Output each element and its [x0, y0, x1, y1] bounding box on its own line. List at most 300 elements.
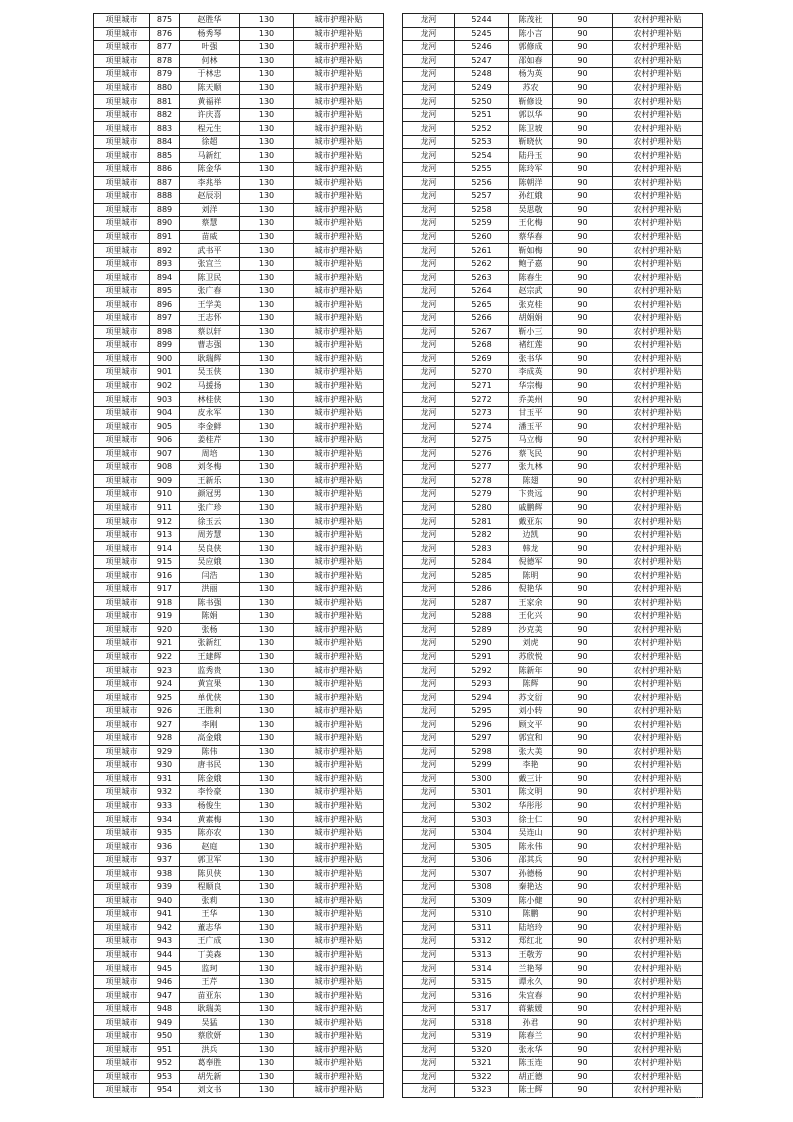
- serial-number-cell: 5309: [455, 894, 509, 908]
- table-row: [94, 853, 384, 867]
- name-cell: 戴三计: [509, 772, 553, 786]
- table-row: [94, 799, 384, 813]
- serial-number-cell: 890: [150, 217, 180, 231]
- name-cell: 唐书民: [180, 759, 240, 773]
- serial-number-cell: 5323: [455, 1084, 509, 1098]
- subsidy-type-cell: 城市护理补贴: [294, 257, 384, 271]
- serial-number-cell: 5289: [455, 623, 509, 637]
- subsidy-type-cell: 城市护理补贴: [294, 772, 384, 786]
- serial-number-cell: 924: [150, 677, 180, 691]
- table-row: [94, 935, 384, 949]
- amount-cell: 90: [553, 948, 613, 962]
- table-row: [403, 217, 703, 231]
- name-cell: 洪兵: [180, 1043, 240, 1057]
- name-cell: 靳小三: [509, 325, 553, 339]
- district-cell: 龙河: [403, 433, 455, 447]
- name-cell: 胡先新: [180, 1070, 240, 1084]
- amount-cell: 130: [240, 54, 294, 68]
- district-cell: 项里城市: [94, 176, 150, 190]
- serial-number-cell: 943: [150, 935, 180, 949]
- table-row: [94, 650, 384, 664]
- district-cell: 项里城市: [94, 826, 150, 840]
- table-row: [94, 474, 384, 488]
- serial-number-cell: 5322: [455, 1070, 509, 1084]
- name-cell: 褚红莲: [509, 339, 553, 353]
- name-cell: 杨秀琴: [180, 27, 240, 41]
- name-cell: 陈小健: [509, 894, 553, 908]
- amount-cell: 130: [240, 190, 294, 204]
- table-row: [94, 596, 384, 610]
- amount-cell: 90: [553, 257, 613, 271]
- subsidy-type-cell: 城市护理补贴: [294, 813, 384, 827]
- amount-cell: 90: [553, 203, 613, 217]
- serial-number-cell: 899: [150, 339, 180, 353]
- serial-number-cell: 5304: [455, 826, 509, 840]
- subsidy-type-cell: 城市护理补贴: [294, 799, 384, 813]
- serial-number-cell: 5303: [455, 813, 509, 827]
- table-row: [403, 163, 703, 177]
- district-cell: 项里城市: [94, 772, 150, 786]
- name-cell: 黄福祥: [180, 95, 240, 109]
- district-cell: 龙河: [403, 542, 455, 556]
- amount-cell: 130: [240, 894, 294, 908]
- name-cell: 刘小转: [509, 704, 553, 718]
- name-cell: 郭以华: [509, 108, 553, 122]
- name-cell: 倪德军: [509, 555, 553, 569]
- subsidy-type-cell: 农村护理补贴: [613, 596, 703, 610]
- district-cell: 龙河: [403, 163, 455, 177]
- subsidy-type-cell: 城市护理补贴: [294, 853, 384, 867]
- name-cell: 刘洋: [180, 203, 240, 217]
- name-cell: 闫浩: [180, 569, 240, 583]
- amount-cell: 90: [553, 894, 613, 908]
- subsidy-type-cell: 农村护理补贴: [613, 623, 703, 637]
- name-cell: 王华: [180, 908, 240, 922]
- name-cell: 张广春: [180, 284, 240, 298]
- amount-cell: 130: [240, 921, 294, 935]
- subsidy-type-cell: 农村护理补贴: [613, 461, 703, 475]
- serial-number-cell: 934: [150, 813, 180, 827]
- subsidy-type-cell: 农村护理补贴: [613, 406, 703, 420]
- district-cell: 龙河: [403, 582, 455, 596]
- district-cell: 项里城市: [94, 637, 150, 651]
- district-cell: 项里城市: [94, 528, 150, 542]
- serial-number-cell: 930: [150, 759, 180, 773]
- subsidy-type-cell: 农村护理补贴: [613, 718, 703, 732]
- district-cell: 龙河: [403, 14, 455, 28]
- amount-cell: 90: [553, 108, 613, 122]
- amount-cell: 90: [553, 677, 613, 691]
- district-cell: 项里城市: [94, 54, 150, 68]
- amount-cell: 90: [553, 555, 613, 569]
- district-cell: 龙河: [403, 420, 455, 434]
- subsidy-type-cell: 农村护理补贴: [613, 501, 703, 515]
- subsidy-type-cell: 农村护理补贴: [613, 284, 703, 298]
- subsidy-type-cell: 城市护理补贴: [294, 786, 384, 800]
- subsidy-type-cell: 城市护理补贴: [294, 962, 384, 976]
- serial-number-cell: 894: [150, 271, 180, 285]
- district-cell: 项里城市: [94, 325, 150, 339]
- subsidy-type-cell: 农村护理补贴: [613, 867, 703, 881]
- amount-cell: 130: [240, 14, 294, 28]
- amount-cell: 130: [240, 447, 294, 461]
- table-row: [403, 664, 703, 678]
- table-row: [94, 68, 384, 82]
- district-cell: 项里城市: [94, 284, 150, 298]
- serial-number-cell: 5310: [455, 908, 509, 922]
- subsidy-type-cell: 城市护理补贴: [294, 826, 384, 840]
- district-cell: 项里城市: [94, 135, 150, 149]
- amount-cell: 130: [240, 366, 294, 380]
- amount-cell: 90: [553, 135, 613, 149]
- subsidy-type-cell: 城市护理补贴: [294, 203, 384, 217]
- amount-cell: 90: [553, 176, 613, 190]
- district-cell: 龙河: [403, 623, 455, 637]
- amount-cell: 90: [553, 582, 613, 596]
- district-cell: 项里城市: [94, 122, 150, 136]
- district-cell: 龙河: [403, 474, 455, 488]
- subsidy-type-cell: 城市护理补贴: [294, 677, 384, 691]
- amount-cell: 130: [240, 461, 294, 475]
- name-cell: 陈贝侠: [180, 867, 240, 881]
- serial-number-cell: 886: [150, 163, 180, 177]
- serial-number-cell: 5252: [455, 122, 509, 136]
- subsidy-type-cell: 城市护理补贴: [294, 325, 384, 339]
- name-cell: 王敬芳: [509, 948, 553, 962]
- amount-cell: 130: [240, 420, 294, 434]
- amount-cell: 130: [240, 637, 294, 651]
- amount-cell: 90: [553, 623, 613, 637]
- name-cell: 陈卫民: [180, 271, 240, 285]
- district-cell: 项里城市: [94, 677, 150, 691]
- subsidy-type-cell: 农村护理补贴: [613, 745, 703, 759]
- table-row: [403, 420, 703, 434]
- district-cell: 龙河: [403, 108, 455, 122]
- name-cell: 监珂: [180, 962, 240, 976]
- table-row: [403, 95, 703, 109]
- subsidy-type-cell: 农村护理补贴: [613, 298, 703, 312]
- amount-cell: 90: [553, 989, 613, 1003]
- district-cell: 项里城市: [94, 935, 150, 949]
- serial-number-cell: 908: [150, 461, 180, 475]
- district-cell: 龙河: [403, 677, 455, 691]
- serial-number-cell: 5256: [455, 176, 509, 190]
- subsidy-type-cell: 城市护理补贴: [294, 352, 384, 366]
- serial-number-cell: 946: [150, 975, 180, 989]
- serial-number-cell: 5295: [455, 704, 509, 718]
- subsidy-type-cell: 城市护理补贴: [294, 447, 384, 461]
- serial-number-cell: 5297: [455, 731, 509, 745]
- district-cell: 龙河: [403, 772, 455, 786]
- amount-cell: 90: [553, 528, 613, 542]
- district-cell: 龙河: [403, 447, 455, 461]
- name-cell: 张莉: [180, 894, 240, 908]
- amount-cell: 130: [240, 1057, 294, 1071]
- amount-cell: 130: [240, 488, 294, 502]
- name-cell: 蒋紫媛: [509, 1002, 553, 1016]
- name-cell: 吴连山: [509, 826, 553, 840]
- table-row: [94, 217, 384, 231]
- amount-cell: 90: [553, 718, 613, 732]
- amount-cell: 90: [553, 230, 613, 244]
- subsidy-type-cell: 农村护理补贴: [613, 582, 703, 596]
- subsidy-type-cell: 农村护理补贴: [613, 366, 703, 380]
- subsidy-type-cell: 农村护理补贴: [613, 650, 703, 664]
- district-cell: 龙河: [403, 41, 455, 55]
- table-row: [403, 379, 703, 393]
- district-cell: 项里城市: [94, 352, 150, 366]
- name-cell: 周培: [180, 447, 240, 461]
- district-cell: 项里城市: [94, 461, 150, 475]
- table-row: [94, 284, 384, 298]
- district-cell: 龙河: [403, 664, 455, 678]
- table-row: [94, 813, 384, 827]
- serial-number-cell: 903: [150, 393, 180, 407]
- table-row: [403, 54, 703, 68]
- table-row: [94, 881, 384, 895]
- subsidy-type-cell: 城市护理补贴: [294, 339, 384, 353]
- serial-number-cell: 910: [150, 488, 180, 502]
- serial-number-cell: 928: [150, 731, 180, 745]
- serial-number-cell: 947: [150, 989, 180, 1003]
- name-cell: 陈春生: [509, 271, 553, 285]
- amount-cell: 130: [240, 677, 294, 691]
- table-row: [94, 718, 384, 732]
- name-cell: 周芳慧: [180, 528, 240, 542]
- amount-cell: 90: [553, 664, 613, 678]
- amount-cell: 130: [240, 230, 294, 244]
- table-row: [94, 244, 384, 258]
- district-cell: 龙河: [403, 230, 455, 244]
- amount-cell: 130: [240, 1030, 294, 1044]
- amount-cell: 130: [240, 379, 294, 393]
- district-cell: 项里城市: [94, 1030, 150, 1044]
- subsidy-type-cell: 农村护理补贴: [613, 95, 703, 109]
- amount-cell: 90: [553, 81, 613, 95]
- serial-number-cell: 919: [150, 610, 180, 624]
- name-cell: 李金鲜: [180, 420, 240, 434]
- name-cell: 赵宗武: [509, 284, 553, 298]
- name-cell: 赵庭: [180, 840, 240, 854]
- name-cell: 陈明: [509, 569, 553, 583]
- district-cell: 项里城市: [94, 799, 150, 813]
- amount-cell: 130: [240, 163, 294, 177]
- subsidy-type-cell: 农村护理补贴: [613, 352, 703, 366]
- subsidy-type-cell: 农村护理补贴: [613, 81, 703, 95]
- district-cell: 项里城市: [94, 406, 150, 420]
- table-row: [403, 149, 703, 163]
- subsidy-type-cell: 农村护理补贴: [613, 1070, 703, 1084]
- table-row: [94, 1002, 384, 1016]
- subsidy-type-cell: 农村护理补贴: [613, 163, 703, 177]
- table-row: [403, 596, 703, 610]
- serial-number-cell: 5249: [455, 81, 509, 95]
- serial-number-cell: 936: [150, 840, 180, 854]
- corner-watermark: …: [695, 1092, 702, 1100]
- amount-cell: 90: [553, 339, 613, 353]
- name-cell: 华彤彤: [509, 799, 553, 813]
- subsidy-type-cell: 农村护理补贴: [613, 962, 703, 976]
- amount-cell: 90: [553, 298, 613, 312]
- subsidy-type-cell: 城市护理补贴: [294, 163, 384, 177]
- serial-number-cell: 945: [150, 962, 180, 976]
- amount-cell: 90: [553, 379, 613, 393]
- table-row: [403, 433, 703, 447]
- name-cell: 陈辉: [509, 677, 553, 691]
- table-row: [94, 14, 384, 28]
- subsidy-type-cell: 城市护理补贴: [294, 691, 384, 705]
- subsidy-type-cell: 农村护理补贴: [613, 989, 703, 1003]
- serial-number-cell: 5271: [455, 379, 509, 393]
- district-cell: 项里城市: [94, 339, 150, 353]
- amount-cell: 130: [240, 325, 294, 339]
- table-row: [403, 271, 703, 285]
- name-cell: 乔美州: [509, 393, 553, 407]
- serial-number-cell: 5306: [455, 853, 509, 867]
- table-row: [94, 759, 384, 773]
- subsidy-type-cell: 城市护理补贴: [294, 528, 384, 542]
- district-cell: 龙河: [403, 853, 455, 867]
- table-row: [94, 27, 384, 41]
- amount-cell: 90: [553, 352, 613, 366]
- serial-number-cell: 889: [150, 203, 180, 217]
- table-row: [94, 528, 384, 542]
- amount-cell: 130: [240, 176, 294, 190]
- subsidy-type-cell: 农村护理补贴: [613, 759, 703, 773]
- name-cell: 郭修成: [509, 41, 553, 55]
- name-cell: 陈茂社: [509, 14, 553, 28]
- district-cell: 龙河: [403, 257, 455, 271]
- subsidy-type-cell: 农村护理补贴: [613, 908, 703, 922]
- subsidy-type-cell: 城市护理补贴: [294, 948, 384, 962]
- subsidy-type-cell: 城市护理补贴: [294, 881, 384, 895]
- serial-number-cell: 5318: [455, 1016, 509, 1030]
- serial-number-cell: 5311: [455, 921, 509, 935]
- district-cell: 龙河: [403, 1057, 455, 1071]
- name-cell: 张宜兰: [180, 257, 240, 271]
- district-cell: 项里城市: [94, 1043, 150, 1057]
- amount-cell: 130: [240, 474, 294, 488]
- district-cell: 项里城市: [94, 704, 150, 718]
- name-cell: 陈翅: [509, 474, 553, 488]
- amount-cell: 90: [553, 853, 613, 867]
- district-cell: 龙河: [403, 379, 455, 393]
- right-subsidy-table: [402, 13, 703, 1098]
- serial-number-cell: 5317: [455, 1002, 509, 1016]
- amount-cell: 90: [553, 68, 613, 82]
- serial-number-cell: 5274: [455, 420, 509, 434]
- subsidy-type-cell: 城市护理补贴: [294, 704, 384, 718]
- district-cell: 项里城市: [94, 163, 150, 177]
- district-cell: 项里城市: [94, 989, 150, 1003]
- district-cell: 项里城市: [94, 1057, 150, 1071]
- district-cell: 项里城市: [94, 759, 150, 773]
- serial-number-cell: 881: [150, 95, 180, 109]
- subsidy-type-cell: 城市护理补贴: [294, 718, 384, 732]
- serial-number-cell: 906: [150, 433, 180, 447]
- name-cell: 胡正德: [509, 1070, 553, 1084]
- name-cell: 林桂侠: [180, 393, 240, 407]
- subsidy-type-cell: 城市护理补贴: [294, 81, 384, 95]
- serial-number-cell: 875: [150, 14, 180, 28]
- name-cell: 孙红娥: [509, 190, 553, 204]
- name-cell: 张新红: [180, 637, 240, 651]
- amount-cell: 130: [240, 81, 294, 95]
- name-cell: 吴思敬: [509, 203, 553, 217]
- amount-cell: 90: [553, 284, 613, 298]
- name-cell: 陈士辉: [509, 1084, 553, 1098]
- serial-number-cell: 914: [150, 542, 180, 556]
- table-row: [94, 1016, 384, 1030]
- name-cell: 郭卫军: [180, 853, 240, 867]
- district-cell: 项里城市: [94, 81, 150, 95]
- amount-cell: 130: [240, 298, 294, 312]
- amount-cell: 130: [240, 1084, 294, 1098]
- table-row: [94, 433, 384, 447]
- amount-cell: 130: [240, 95, 294, 109]
- amount-cell: 90: [553, 610, 613, 624]
- table-row: [403, 230, 703, 244]
- district-cell: 龙河: [403, 95, 455, 109]
- subsidy-type-cell: 城市护理补贴: [294, 650, 384, 664]
- serial-number-cell: 5278: [455, 474, 509, 488]
- subsidy-type-cell: 农村护理补贴: [613, 54, 703, 68]
- table-row: [94, 461, 384, 475]
- name-cell: 葛奉胜: [180, 1057, 240, 1071]
- subsidy-type-cell: 城市护理补贴: [294, 393, 384, 407]
- name-cell: 陈玉连: [509, 1057, 553, 1071]
- district-cell: 龙河: [403, 352, 455, 366]
- name-cell: 陈小言: [509, 27, 553, 41]
- serial-number-cell: 895: [150, 284, 180, 298]
- name-cell: 蔡欣妍: [180, 1030, 240, 1044]
- subsidy-type-cell: 农村护理补贴: [613, 203, 703, 217]
- table-row: [94, 637, 384, 651]
- amount-cell: 90: [553, 813, 613, 827]
- serial-number-cell: 5253: [455, 135, 509, 149]
- subsidy-type-cell: 农村护理补贴: [613, 840, 703, 854]
- amount-cell: 130: [240, 962, 294, 976]
- district-cell: 龙河: [403, 962, 455, 976]
- subsidy-type-cell: 城市护理补贴: [294, 935, 384, 949]
- subsidy-type-cell: 城市护理补贴: [294, 759, 384, 773]
- subsidy-type-cell: 农村护理补贴: [613, 244, 703, 258]
- serial-number-cell: 939: [150, 881, 180, 895]
- left-subsidy-table: [93, 13, 384, 1098]
- subsidy-type-cell: 农村护理补贴: [613, 68, 703, 82]
- serial-number-cell: 5276: [455, 447, 509, 461]
- district-cell: 项里城市: [94, 257, 150, 271]
- subsidy-type-cell: 农村护理补贴: [613, 772, 703, 786]
- serial-number-cell: 5307: [455, 867, 509, 881]
- name-cell: 马援扬: [180, 379, 240, 393]
- name-cell: 徐玉云: [180, 515, 240, 529]
- table-row: [94, 840, 384, 854]
- amount-cell: 130: [240, 528, 294, 542]
- serial-number-cell: 5263: [455, 271, 509, 285]
- subsidy-type-cell: 城市护理补贴: [294, 555, 384, 569]
- amount-cell: 130: [240, 393, 294, 407]
- table-row: [403, 190, 703, 204]
- table-row: [403, 393, 703, 407]
- district-cell: 项里城市: [94, 840, 150, 854]
- district-cell: 项里城市: [94, 298, 150, 312]
- amount-cell: 130: [240, 1002, 294, 1016]
- table-row: [403, 691, 703, 705]
- serial-number-cell: 878: [150, 54, 180, 68]
- serial-number-cell: 5302: [455, 799, 509, 813]
- district-cell: 龙河: [403, 203, 455, 217]
